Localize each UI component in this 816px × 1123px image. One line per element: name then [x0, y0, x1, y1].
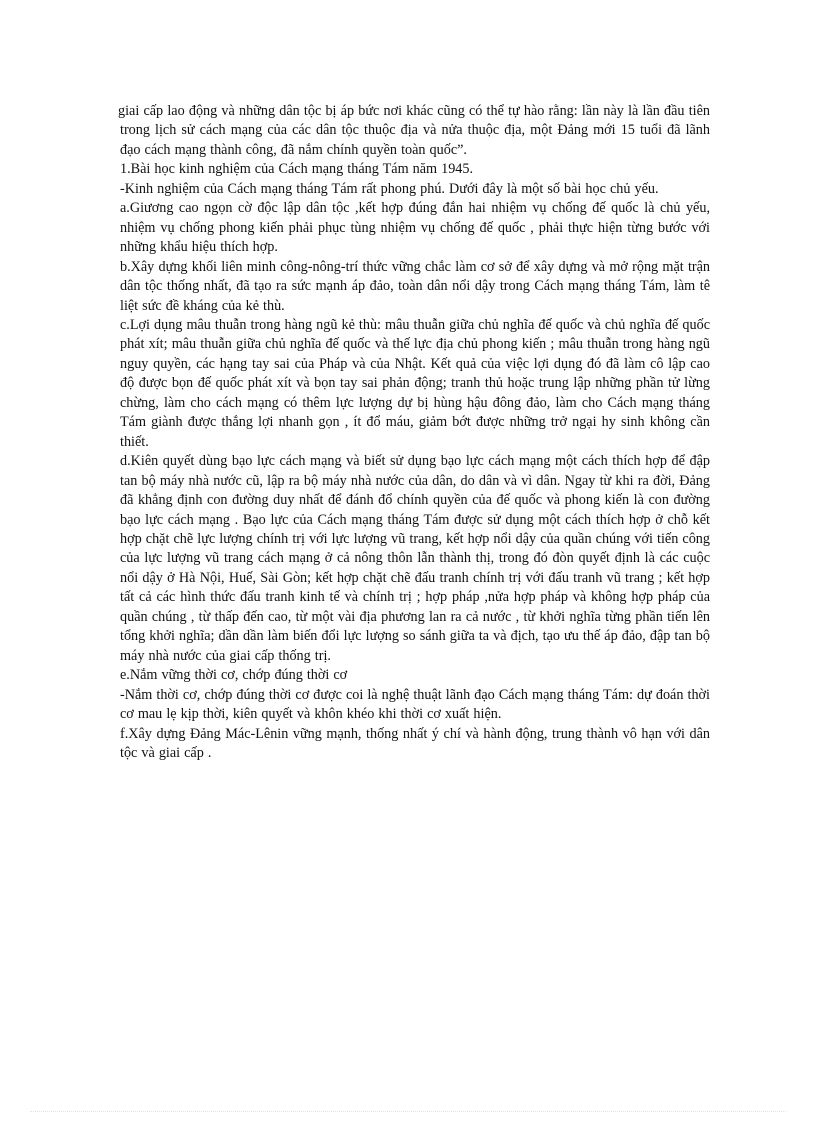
paragraph-lesson-e-detail: -Nắm thời cơ, chớp đúng thời cơ được coi là nghệ thuật lãnh đạo Cách mạng tháng Tám: dự đoán thời cơ mau lẹ kịp thời, kiên quyết và khôn khéo khi thời cơ xuất hiện. [120, 686, 710, 723]
document-body [120, 102, 710, 763]
paragraph-lesson-f: f.Xây dựng Đảng Mác-Lênin vững mạnh, thống nhất ý chí và hành động, trung thành vô hạn với dân tộc và giai cấp . [120, 725, 710, 761]
paragraph-lesson-c: c.Lợi dụng mâu thuẫn trong hàng ngũ kẻ thù: mâu thuẫn giữa chủ nghĩa đế quốc và chủ nghĩa đế quốc phát xít; mâu thuẫn giữa chủ nghĩa đế quốc và thế lực địa chủ phong kiến ; mâu thuẫn trong hàng ngũ nguy quyền, các hạng tay sai của Pháp và của Nhật. Kết quả của việc lợi dụng đó đã làm cô lập cao độ được bọn đế quốc phát xít và bọn tay sai phản động; tranh thủ hoặc trung lập những phần tử lừng chừng, làm cho cách mạng có thêm lực lượng dự bị hùng hậu đông đảo, làm cho Cách mạng tháng Tám giành được thắng lợi nhanh gọn , ít đổ máu, giảm bớt được những trở ngại hy sinh không cần thiết. [120, 316, 710, 450]
paragraph-lesson-a: a.Giương cao ngọn cờ độc lập dân tộc ,kết hợp đúng đắn hai nhiệm vụ chống đế quốc là chủ yếu, nhiệm vụ chống phong kiến phải phục tùng nhiệm vụ chống đế quốc , phải thực hiện từng bước với những khẩu hiệu thích hợp. [120, 200, 710, 256]
paragraph-lessons-intro: -Kinh nghiệm của Cách mạng tháng Tám rất phong phú. Dưới đây là một số bài học chủ yếu. [120, 180, 659, 197]
paragraph-lesson-b: b.Xây dựng khối liên minh công-nông-trí thức vững chắc làm cơ sở để xây dựng và mở rộng mặt trận dân tộc thống nhất, đã tạo ra sức mạnh áp đảo, toàn dân nổi dậy trong Cách mạng tháng Tám, làm tê liệt sức đề kháng của kẻ thù. [120, 258, 710, 314]
paragraph-intro-conclusion: giai cấp lao động và những dân tộc bị áp bức nơi khác cũng có thể tự hào rằng: lần này là lần đầu tiên trong lịch sử cách mạng của các dân tộc thuộc địa và nửa thuộc địa, một Đảng mới 15 tuổi đã lãnh đạo cách mạng thành công, đã nắm chính quyền toàn quốc”. [118, 103, 710, 158]
paragraph-lesson-d: d.Kiên quyết dùng bạo lực cách mạng và biết sử dụng bạo lực cách mạng một cách thích hợp để đập tan bộ máy nhà nước cũ, lập ra bộ máy nhà nước của dân, do dân và vì dân. Ngay từ khi ra đời, Đảng đã khẳng định con đường duy nhất để đánh đổ chính quyền của đế quốc và phong kiến là con đường bạo lực cách mạng . Bạo lực của Cách mạng tháng Tám được sử dụng một cách thích hợp ở chỗ kết hợp chặt chẽ lực lượng chính trị với lực lượng vũ trang, kết hợp nổi dậy của quần chúng với tiến công của lực lượng vũ trang cách mạng ở cả nông thôn lẫn thành thị, trong đó đòn quyết định là các cuộc nổi dậy ở Hà Nội, Huế, Sài Gòn; kết hợp chặt chẽ đấu tranh chính trị với đấu tranh vũ trang ; kết hợp tất cả các hình thức đấu tranh kinh tế và chính trị ; hợp pháp ,nửa hợp pháp và không hợp pháp của quần chúng , từ thấp đến cao, từ một vài địa phương lan ra cả nước , từ khởi nghĩa từng phần tiến lên tổng khởi nghĩa; dần dần làm biến đổi lực lượng so sánh giữa ta và địch, tạo ưu thế áp đảo, đập tan bộ máy nhà nước của giai cấp thống trị. [120, 453, 710, 664]
page-bottom-divider [30, 1111, 786, 1112]
paragraph-lesson-e-heading: e.Nắm vững thời cơ, chớp đúng thời cơ [120, 667, 348, 684]
section-heading-lessons: 1.Bài học kinh nghiệm của Cách mạng tháng Tám năm 1945. [120, 161, 474, 178]
